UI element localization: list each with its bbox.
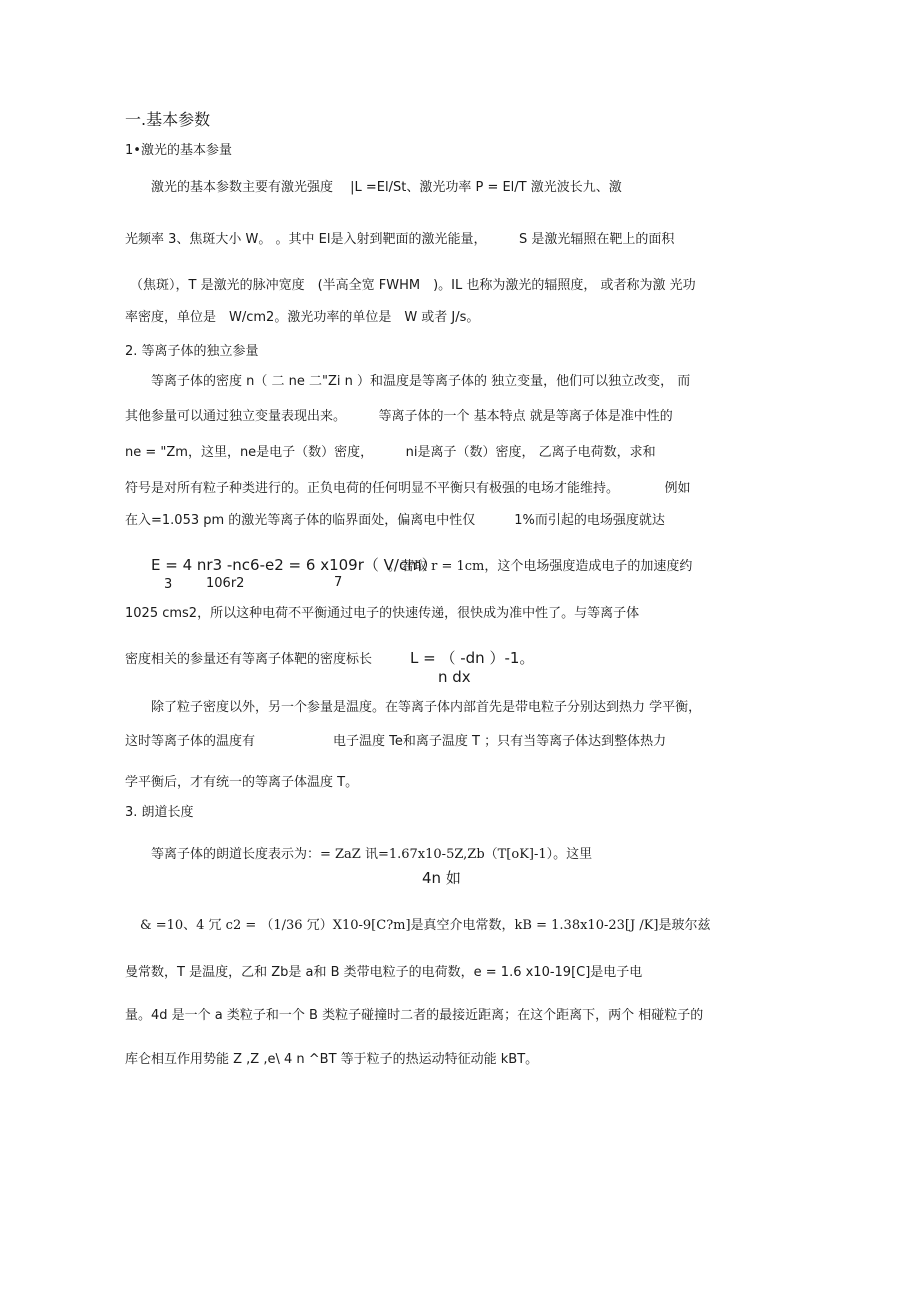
section-3-title: 3. 朗道长度 bbox=[125, 805, 194, 820]
formula-denominator-3: 7 bbox=[334, 575, 343, 590]
section-2-title: 2. 等离子体的独立参量 bbox=[125, 344, 259, 359]
section-1-line-2: 光频率 3、焦斑大小 W。 。其中 El是入射到靶面的激光能量， S 是激光辐照在靶上的面积 bbox=[125, 232, 675, 247]
section-1-line-4: 率密度，单位是 W/cm2。激光功率的单位是 W 或者 J/s。 bbox=[125, 310, 480, 325]
electric-field-note: 。若取 r = 1cm，这个电场强度造成电子的加速度约 bbox=[388, 559, 693, 574]
density-scale-formula: L = （ -dn ）-1。 bbox=[410, 649, 535, 667]
formula-denominator-1: 3 bbox=[164, 577, 173, 592]
formula-denominator-2: 106r2 bbox=[206, 576, 245, 591]
section-2-line-10: 学平衡后，才有统一的等离子体温度 T。 bbox=[125, 775, 359, 790]
section-1-title: 1•激光的基本参量 bbox=[125, 143, 232, 158]
section-3-line-2: & =10、4 冗 c2 = （1/36 冗）X10-9[C?m]是真空介电常数，kB = 1.38x10-23[J /K]是玻尔兹 bbox=[140, 918, 711, 933]
section-2-line-8: 除了粒子密度以外，另一个参量是温度。在等离子体内部首先是带电粒子分别达到热力 学平衡， bbox=[151, 700, 702, 715]
electric-field-formula: E = 4 nr3 -nc6-e2 = 6 x109r（ V/cm） bbox=[151, 556, 437, 574]
page-title: 一.基本参数 bbox=[125, 110, 211, 129]
section-1-line-1: 激光的基本参数主要有激光强度 |L =El/St、激光功率 P = El/T 激光波长九、激 bbox=[151, 180, 622, 195]
section-3-line-3: 曼常数，T 是温度，乙和 Zb是 a和 B 类带电粒子的电荷数，e = 1.6 x10-19[C]是电子电 bbox=[125, 965, 643, 980]
section-3-line-5: 库仑相互作用势能 Z ,Z ,e\ 4 n ^BT 等于粒子的热运动特征动能 kBT。 bbox=[125, 1052, 539, 1067]
landau-length-denominator: 4n 如 bbox=[422, 869, 461, 887]
section-3-line-4: 量。4d 是一个 a 类粒子和一个 B 类粒子碰撞时二者的最接近距离；在这个距离下，两个 相碰粒子的 bbox=[125, 1008, 704, 1023]
density-scale-denominator: n dx bbox=[438, 668, 471, 686]
section-2-line-7: 密度相关的参量还有等离子体靶的密度标长 bbox=[125, 652, 373, 667]
landau-length-formula: 等离子体的朗道长度表示为：= ZaZ 讯=1.67x10-5Z,Zb（T[oK]-1）。这里 bbox=[151, 847, 593, 862]
section-2-line-1: 等离子体的密度 n（ 二 ne 二"Zi n ）和温度是等离子体的 独立变量，他们可以独立改变， 而 bbox=[151, 374, 691, 389]
section-1-line-3: （焦斑），T 是激光的脉冲宽度 (半高全宽 FWHM )。IL 也称为激光的辐照度， 或者称为激 光功 bbox=[130, 278, 696, 293]
section-2-line-2: 其他参量可以通过独立变量表现出来。 等离子体的一个 基本特点 就是等离子体是准中性的 bbox=[125, 409, 673, 424]
section-2-line-4: 符号是对所有粒子种类进行的。正负电荷的任何明显不平衡只有极强的电场才能维持。 例如 bbox=[125, 481, 691, 496]
section-2-line-6: 1025 cms2，所以这种电荷不平衡通过电子的快速传递，很快成为准中性了。与等离子体 bbox=[125, 606, 640, 621]
section-2-line-9: 这时等离子体的温度有 电子温度 Te和离子温度 T ；只有当等离子体达到整体热力 bbox=[125, 734, 667, 749]
section-2-line-3: ne = "Zm，这里，ne是电子（数）密度， ni是离子（数）密度， 乙离子电荷数，求和 bbox=[125, 445, 656, 460]
section-2-line-5: 在入=1.053 pm 的激光等离子体的临界面处，偏离电中性仅 1%而引起的电场强度就达 bbox=[125, 513, 665, 528]
